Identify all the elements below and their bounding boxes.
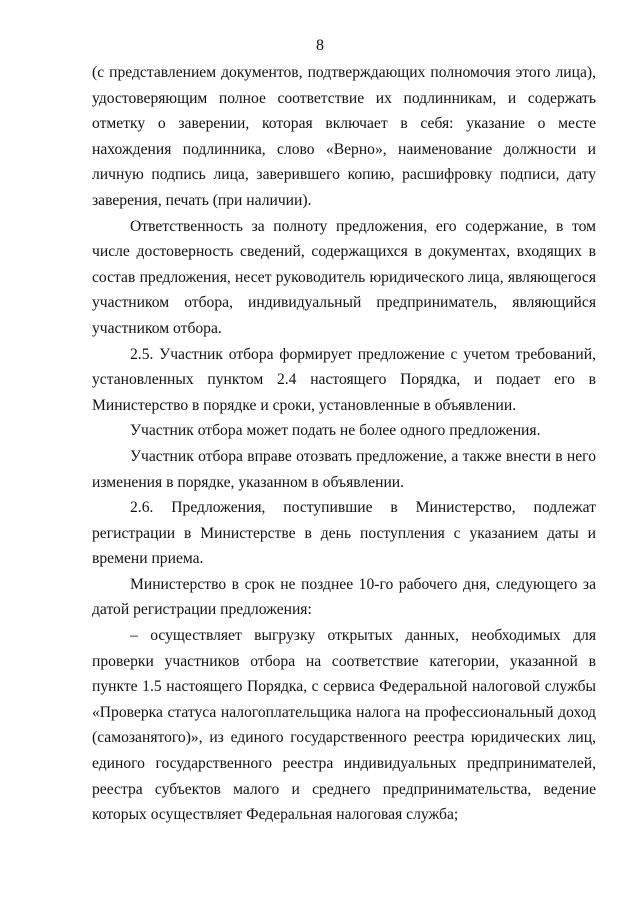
paragraph-open-data-upload: – осуществляет выгрузку открытых данных, необходимых для проверки участников отбора на соответствие категории, указанной в пункте 1.5 настоящего Порядка, с сервиса Федеральной налоговой службы «Проверка статуса налогоплательщика налога на профессиональный доход (самозанятого)», из единого государственного реестра юридических лиц, единого государственного реестра индивидуальных предпринимателей, реестра субъектов малого и среднего предпринимательства, ведение которых осуществляет Федеральная налоговая служба;	[92, 627, 596, 824]
paragraph-certification-continuation: (с представлением документов, подтверждающих полномочия этого лица), удостоверяющим полное соответствие их подлинникам, и содержать отметку о заверении, которая включает в себя: указание о месте нахождения подлинника, слово «Верно», наименование должности и личную подпись лица, заверившего копию, расшифровку подписи, дату заверения, печать (при наличии).	[92, 64, 596, 209]
paragraph-single-proposal: Участник отбора может подать не более одного предложения.	[130, 422, 541, 440]
paragraph-2-5: 2.5. Участник отбора формирует предложение с учетом требований, установленных пунктом 2.4 настоящего Порядка, и подает его в Министерство в порядке и сроки, установленные в объявлении.	[92, 345, 596, 414]
document-body	[92, 60, 596, 828]
page-number: 8	[316, 37, 324, 54]
paragraph-responsibility: Ответственность за полноту предложения, его содержание, в том числе достоверность сведений, содержащихся в документах, входящих в состав предложения, несет руководитель юридического лица, являющегося участником отбора, индивидуальный предприниматель, являющийся участником отбора.	[92, 217, 596, 337]
paragraph-ministry-deadline: Министерство в срок не позднее 10-го рабочего дня, следующего за датой регистрации предложения:	[92, 575, 596, 619]
paragraph-2-6: 2.6. Предложения, поступившие в Министерство, подлежат регистрации в Министерстве в день поступления с указанием даты и времени приема.	[92, 499, 596, 568]
paragraph-withdraw: Участник отбора вправе отозвать предложение, а также внести в него изменения в порядке, указанном в объявлении.	[92, 447, 596, 491]
